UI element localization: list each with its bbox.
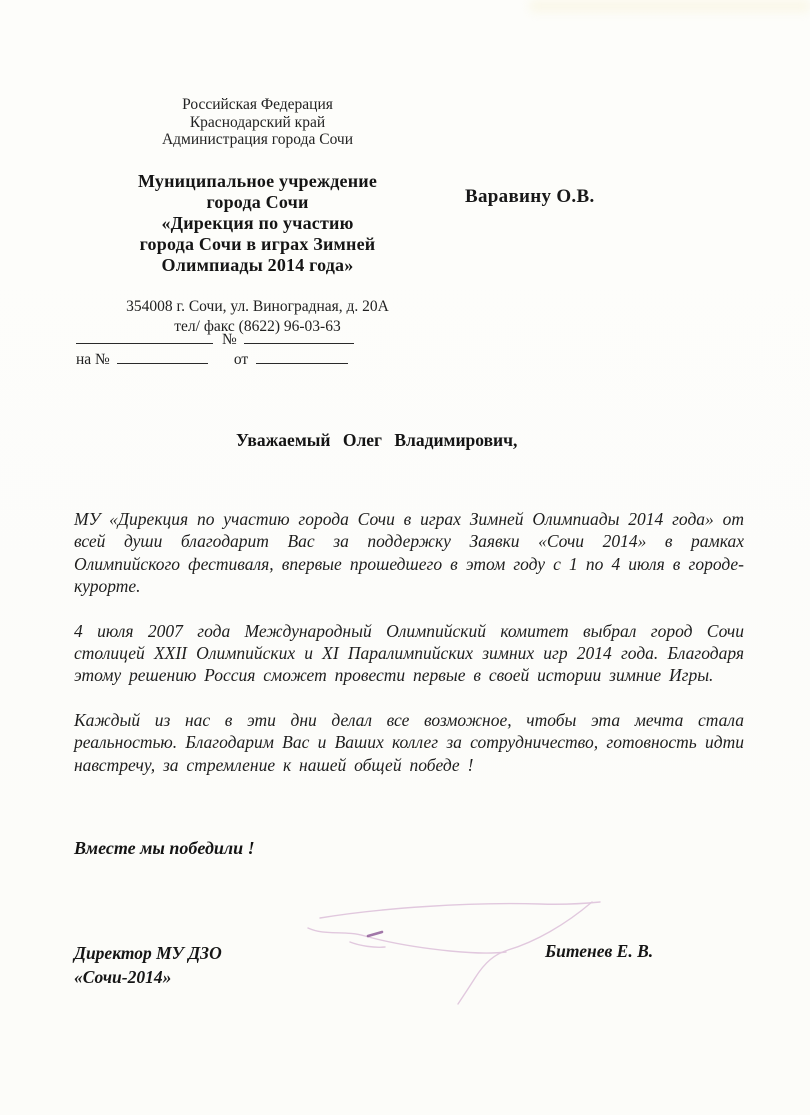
org-line: Муниципальное учреждение bbox=[137, 170, 378, 191]
postal-address: 354008 г. Сочи, ул. Виноградная, д. 20А bbox=[126, 297, 389, 315]
signer-title-line1: Директор МУ ДЗО bbox=[74, 943, 222, 963]
letterhead bbox=[55, 96, 460, 337]
incoming-ref-row bbox=[76, 350, 376, 370]
outgoing-ref-row bbox=[76, 330, 376, 350]
signer-title-line2: «Сочи-2014» bbox=[74, 967, 172, 987]
letterhead-country-block bbox=[55, 96, 460, 149]
incoming-number-blank bbox=[117, 350, 208, 364]
signer-name: Битенев Е. В. bbox=[545, 941, 654, 961]
org-line: города Сочи bbox=[206, 191, 309, 212]
incoming-date-blank bbox=[256, 350, 348, 364]
outgoing-date-blank bbox=[76, 330, 213, 344]
org-line: города Сочи в играх Зимней bbox=[139, 233, 376, 254]
motto-line: Вместе мы победили ! bbox=[74, 838, 255, 858]
scan-artifact-tint bbox=[530, 0, 810, 12]
region-line: Краснодарский край bbox=[189, 113, 326, 131]
letter-body bbox=[74, 508, 744, 798]
na-no-label: на № bbox=[76, 351, 110, 368]
addressee-name: Варавину О.В. bbox=[465, 186, 595, 207]
phone-fax: тел/ факс (8622) 96-03-63 bbox=[174, 317, 341, 335]
paragraph-2: 4 июля 2007 года Международный Олимпийский комитет выбрал город Сочи столицей XXII Олимпийских и XI Паралимпийских зимних игр 2014 года. Благодаря этому решению Россия сможет провести первые в своей истории зимние Игры. bbox=[74, 620, 744, 686]
number-symbol: № bbox=[222, 331, 237, 348]
signer-title bbox=[74, 941, 222, 989]
ot-label: от bbox=[233, 351, 249, 368]
outgoing-number-blank bbox=[244, 330, 354, 344]
salutation: Уважаемый Олег Владимирович, bbox=[236, 430, 518, 450]
country-line: Российская Федерация bbox=[182, 96, 333, 113]
administration-line: Администрация города Сочи bbox=[161, 131, 354, 148]
paragraph-3: Каждый из нас в эти дни делал все возможное, чтобы эта мечта стала реальностью. Благодарим Вас и Ваших коллег за сотрудничество, готовность идти навстречу, за стремление к нашей общей победе ! bbox=[74, 709, 744, 775]
organization-name-block bbox=[55, 171, 460, 276]
reference-lines bbox=[76, 330, 376, 370]
org-line: «Дирекция по участию bbox=[161, 212, 354, 233]
paragraph-1: МУ «Дирекция по участию города Сочи в играх Зимней Олимпиады 2014 года» от всей души благодарит Вас за поддержку Заявки «Сочи 2014» в рамках Олимпийского фестиваля, впервые прошедшего в этом году с 1 по 4 июля в городе-курорте. bbox=[74, 509, 744, 597]
org-line: Олимпиады 2014 года» bbox=[161, 254, 354, 275]
